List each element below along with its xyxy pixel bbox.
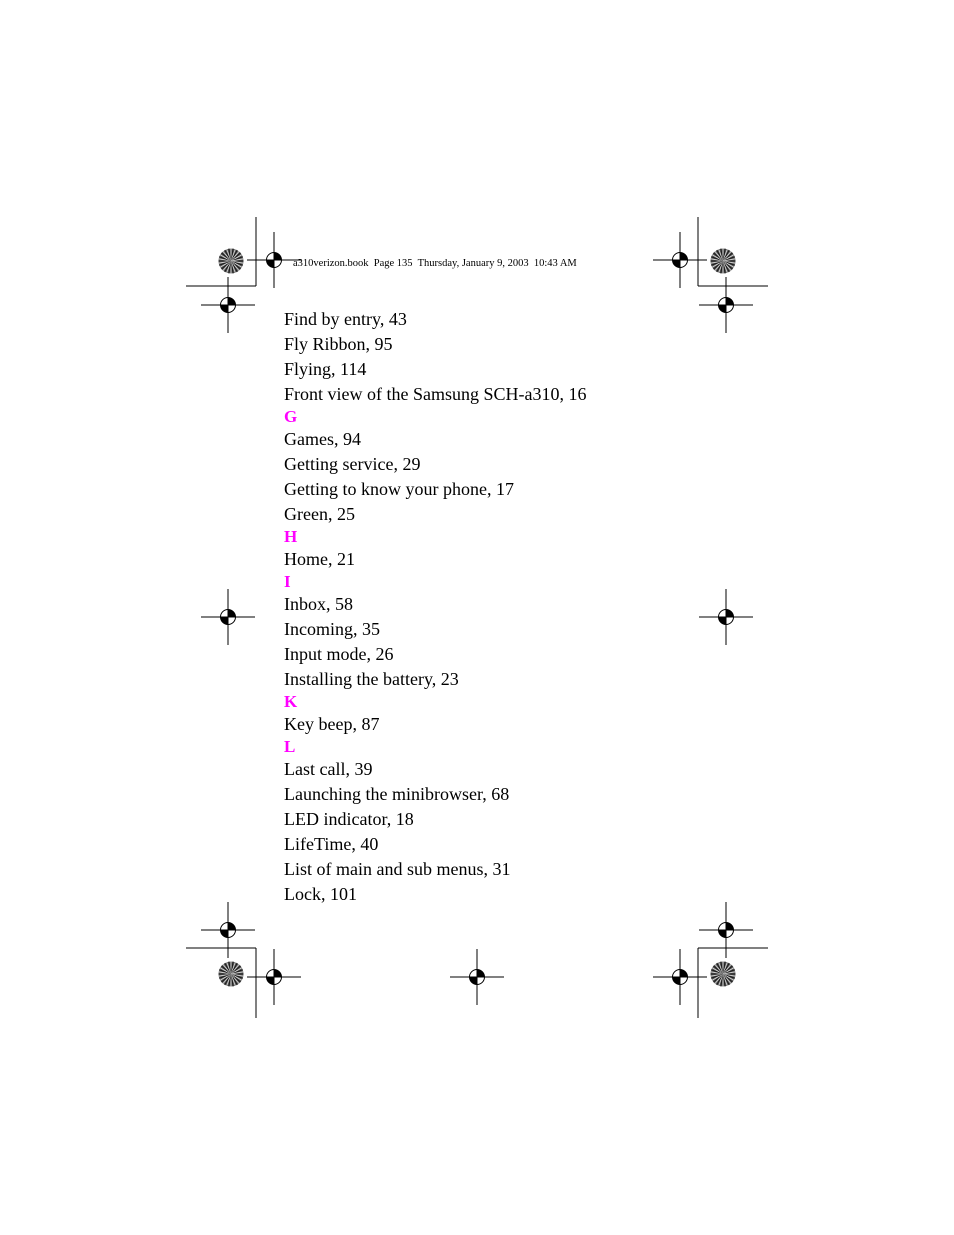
index-entry: Flying, 114 xyxy=(284,359,367,379)
index-list xyxy=(284,307,704,907)
index-entry: Launching the minibrowser, 68 xyxy=(284,784,510,804)
registration-target xyxy=(201,902,255,958)
registration-target xyxy=(699,277,753,333)
index-entry: Key beep, 87 xyxy=(284,714,380,734)
index-entry: Find by entry, 43 xyxy=(284,309,407,329)
index-entry: Input mode, 26 xyxy=(284,644,394,664)
index-entry: Lock, 101 xyxy=(284,884,357,904)
index-letter-heading: I xyxy=(284,572,291,591)
index-letter-heading: K xyxy=(284,692,298,711)
index-letter-heading: H xyxy=(284,527,298,546)
index-entry: Inbox, 58 xyxy=(284,594,353,614)
index-entry: Getting to know your phone, 17 xyxy=(284,479,514,499)
index-entry: Fly Ribbon, 95 xyxy=(284,334,393,354)
registration-target xyxy=(653,949,707,1005)
registration-target xyxy=(699,902,753,958)
registration-target xyxy=(653,232,707,288)
index-entry: Front view of the Samsung SCH-a310, 16 xyxy=(284,384,587,404)
index-entry: Last call, 39 xyxy=(284,759,373,779)
index-letter-heading: G xyxy=(284,407,298,426)
star-registration-mark xyxy=(219,962,244,987)
star-registration-mark xyxy=(219,249,244,274)
registration-target xyxy=(450,949,504,1005)
index-entry: Home, 21 xyxy=(284,549,355,569)
index-entry: List of main and sub menus, 31 xyxy=(284,859,511,879)
star-registration-mark xyxy=(711,962,736,987)
index-entry: Installing the battery, 23 xyxy=(284,669,459,689)
registration-target xyxy=(699,589,753,645)
index-entry: LifeTime, 40 xyxy=(284,834,379,854)
registration-target xyxy=(247,949,301,1005)
star-registration-mark xyxy=(711,249,736,274)
index-entry: Green, 25 xyxy=(284,504,355,524)
page-header: a310verizon.book Page 135 Thursday, January 9, 2003 10:43 AM xyxy=(293,258,577,269)
index-letter-heading: L xyxy=(284,737,296,756)
index-entry: Incoming, 35 xyxy=(284,619,380,639)
registration-target xyxy=(201,277,255,333)
index-entry: Getting service, 29 xyxy=(284,454,421,474)
registration-target xyxy=(201,589,255,645)
index-entry: Games, 94 xyxy=(284,429,361,449)
index-entry: LED indicator, 18 xyxy=(284,809,414,829)
